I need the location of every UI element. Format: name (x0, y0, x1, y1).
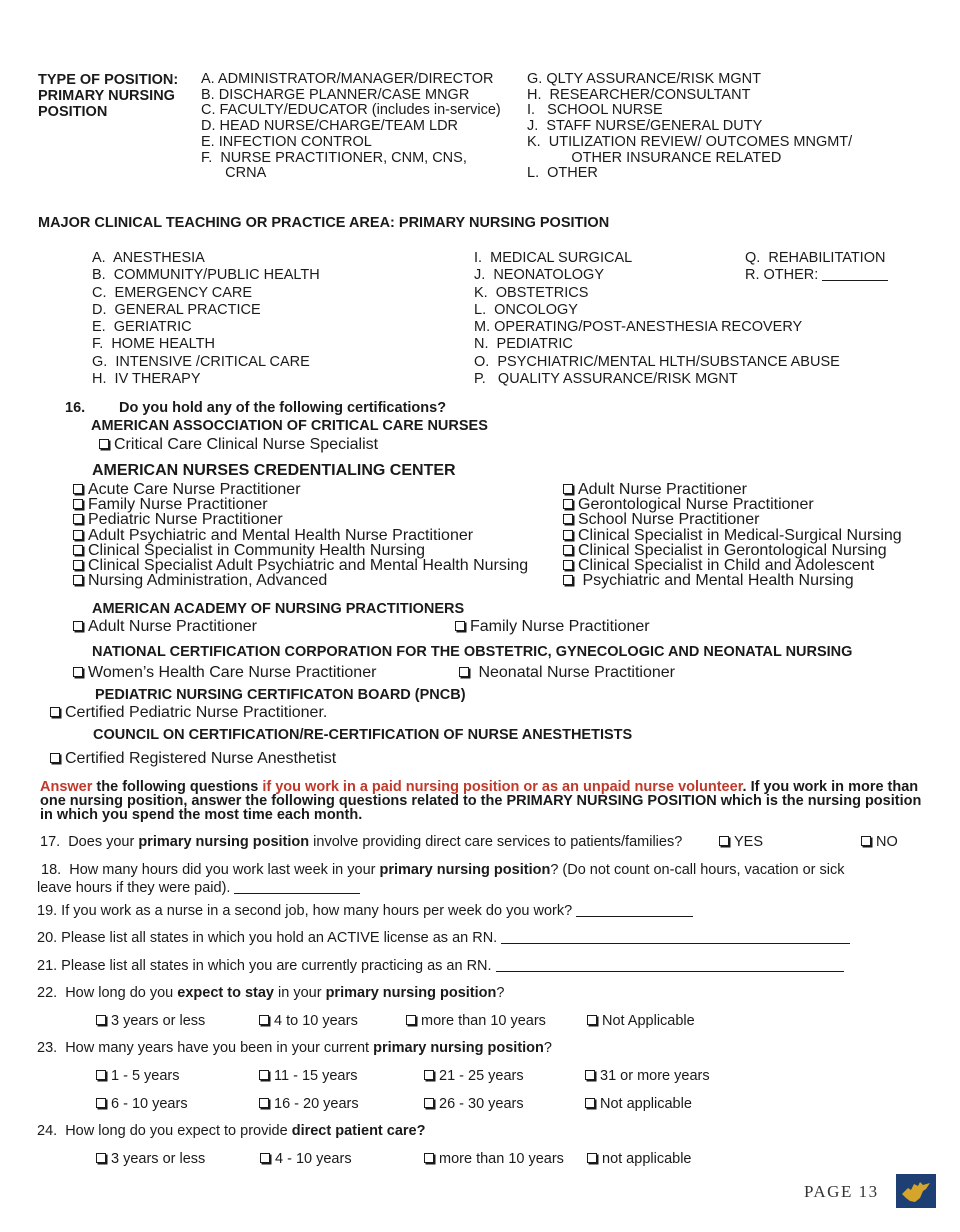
q23-option[interactable]: 1 - 5 years (96, 1068, 180, 1085)
checkbox-icon[interactable] (50, 707, 60, 717)
option-a: A. ADMINISTRATOR/MANAGER/DIRECTOR (201, 71, 494, 87)
q24-option[interactable]: 4 - 10 years (260, 1151, 352, 1168)
clinical-area-col2: I. MEDICAL SURGICAL J. NEONATOLOGY K. OBSTETRICS L. ONCOLOGY M. OPERATING/POST-ANESTHESIA RECOVERY N. PEDIATRIC O. PSYCHIATRIC/MENTAL HLTH/SUBSTANCE ABUSE P. QUALITY ASSURANCE/RISK MGNT (474, 250, 840, 388)
checkbox-icon[interactable] (73, 530, 83, 540)
q21-question: 21. Please list all states in which you are currently practicing as an RN. (37, 958, 844, 975)
option-c: C. FACULTY/EDUCATOR (includes in-service) (201, 102, 501, 119)
ancc-item[interactable]: Pediatric Nurse Practitioner (73, 512, 528, 527)
q22-option[interactable]: 3 years or less (96, 1013, 205, 1030)
checkbox-icon[interactable] (96, 1070, 106, 1080)
checkbox-icon[interactable] (406, 1015, 416, 1025)
ancc-item[interactable]: Nursing Administration, Advanced (73, 573, 528, 588)
checkbox-icon[interactable] (99, 439, 109, 449)
ancc-item[interactable]: Clinical Specialist in Community Health Nursing (73, 543, 528, 558)
checkbox-icon[interactable] (73, 484, 83, 494)
ancc-right-list (563, 482, 902, 588)
checkbox-icon[interactable] (73, 575, 83, 585)
q24-option[interactable]: more than 10 years (424, 1151, 564, 1168)
option-f-cont: CRNA (201, 165, 267, 182)
q16-number: 16. (65, 400, 86, 416)
q19-question: 19. If you work as a nurse in a second job, how many hours per week do you work? (37, 903, 693, 920)
q22-option[interactable]: 4 to 10 years (259, 1013, 358, 1030)
q22-question: 22. How long do you expect to stay in your primary nursing position? (37, 985, 505, 1001)
q23-option[interactable]: 16 - 20 years (259, 1096, 359, 1113)
ancc-item[interactable]: Gerontological Nurse Practitioner (563, 497, 902, 512)
checkbox-icon[interactable] (73, 621, 83, 631)
checkbox-icon[interactable] (585, 1070, 595, 1080)
checkbox-icon[interactable] (73, 667, 83, 677)
ncc-item[interactable]: Women’s Health Care Nurse Practitioner (73, 665, 376, 681)
checkbox-icon[interactable] (424, 1153, 434, 1163)
checkbox-icon[interactable] (563, 560, 573, 570)
q19-hours-field[interactable] (576, 904, 693, 917)
page-number: PAGE 13 (804, 1182, 879, 1201)
q24-question: 24. How long do you expect to provide direct patient care? (37, 1123, 426, 1139)
q23-option[interactable]: 6 - 10 years (96, 1096, 188, 1113)
ncc-item[interactable]: Neonatal Nurse Practitioner (459, 665, 675, 681)
ancc-item[interactable]: Clinical Specialist Adult Psychiatric and Mental Health Nursing (73, 558, 528, 573)
q20-question: 20. Please list all states in which you hold an ACTIVE license as an RN. (37, 930, 850, 947)
ancc-left-list (73, 482, 528, 588)
checkbox-icon[interactable] (73, 560, 83, 570)
checkbox-icon[interactable] (563, 530, 573, 540)
q24-option[interactable]: not applicable (587, 1151, 692, 1168)
q23-option[interactable]: 26 - 30 years (424, 1096, 524, 1113)
other-area-field[interactable] (822, 268, 888, 281)
q21-states-field[interactable] (496, 959, 844, 972)
option-g: G. QLTY ASSURANCE/RISK MGNT (527, 71, 761, 87)
option-j: J. STAFF NURSE/GENERAL DUTY (527, 118, 763, 135)
ancc-heading: AMERICAN NURSES CREDENTIALING CENTER (92, 462, 456, 479)
west-virginia-shape-icon (896, 1174, 936, 1208)
q22-option[interactable]: more than 10 years (406, 1013, 546, 1030)
position-type-label: TYPE OF POSITION: PRIMARY NURSING POSITION (38, 72, 179, 120)
option-d: D. HEAD NURSE/CHARGE/TEAM LDR (201, 118, 459, 135)
q24-option[interactable]: 3 years or less (96, 1151, 205, 1168)
option-e: E. INFECTION CONTROL (201, 133, 372, 150)
checkbox-icon[interactable] (260, 1153, 270, 1163)
aanp-item[interactable]: Adult Nurse Practitioner (73, 619, 257, 635)
checkbox-icon[interactable] (73, 545, 83, 555)
ncc-heading: NATIONAL CERTIFICATION CORPORATION FOR THE OBSTETRIC, GYNECOLOGIC AND NEONATAL NURSING (92, 644, 853, 660)
checkbox-icon[interactable] (861, 836, 871, 846)
checkbox-icon[interactable] (50, 753, 60, 763)
checkbox-icon[interactable] (73, 514, 83, 524)
ancc-item[interactable]: Adult Nurse Practitioner (563, 482, 902, 497)
position-type-options-right (527, 72, 852, 182)
ancc-item[interactable]: Clinical Specialist in Gerontological Nursing (563, 543, 902, 558)
q22-option[interactable]: Not Applicable (587, 1013, 695, 1030)
ancc-item[interactable]: Clinical Specialist in Child and Adolescent (563, 558, 902, 573)
checkbox-icon[interactable] (259, 1070, 269, 1080)
checkbox-icon[interactable] (563, 575, 573, 585)
q17-no-option[interactable]: NO (861, 834, 898, 851)
option-f: F. NURSE PRACTITIONER, CNM, CNS, (201, 149, 467, 166)
option-b: B. DISCHARGE PLANNER/CASE MNGR (201, 86, 470, 103)
aanp-item[interactable]: Family Nurse Practitioner (455, 619, 650, 635)
q18-question-cont: leave hours if they were paid). (37, 880, 360, 897)
checkbox-icon[interactable] (96, 1153, 106, 1163)
council-item[interactable]: Certified Registered Nurse Anesthetist (50, 751, 336, 767)
option-h: H. RESEARCHER/CONSULTANT (527, 86, 751, 103)
checkbox-icon[interactable] (563, 545, 573, 555)
q16-question: Do you hold any of the following certifications? (119, 400, 447, 416)
aacn-item[interactable]: Critical Care Clinical Nurse Specialist (99, 437, 378, 453)
q18-question: 18. How many hours did you work last week in your primary nursing position? (Do not count on-call hours, vacation or sick (37, 862, 845, 878)
ancc-item[interactable]: Adult Psychiatric and Mental Health Nurse Practitioner (73, 528, 528, 543)
checkbox-icon[interactable] (73, 499, 83, 509)
ancc-item[interactable]: School Nurse Practitioner (563, 512, 902, 527)
clinical-area-heading: MAJOR CLINICAL TEACHING OR PRACTICE AREA: PRIMARY NURSING POSITION (38, 215, 610, 231)
q17-question: 17. Does your primary nursing position involve providing direct care services to patients/families? (40, 834, 683, 850)
checkbox-icon[interactable] (563, 484, 573, 494)
option-k: K. UTILIZATION REVIEW/ OUTCOMES MNGMT/ (527, 133, 853, 150)
q17-yes-option[interactable]: YES (719, 834, 763, 851)
q23-option[interactable]: 31 or more years (585, 1068, 710, 1085)
q23-option[interactable]: 11 - 15 years (259, 1068, 358, 1085)
aanp-heading: AMERICAN ACADEMY OF NURSING PRACTITIONERS (92, 601, 465, 617)
option-l: L. OTHER (527, 165, 598, 182)
q23-question: 23. How many years have you been in your current primary nursing position? (37, 1040, 552, 1056)
instructions: Answer the following questions if you work in a paid nursing position or as an unpaid nurse volunteer. If you work in more than one nursing position, answer the following questions related to the PRIMARY NURSING POSITION which is the nursing position in which you spend the most time each month. (40, 779, 922, 823)
checkbox-icon[interactable] (459, 667, 469, 677)
checkbox-icon[interactable] (587, 1015, 597, 1025)
q18-hours-field[interactable] (234, 881, 360, 894)
clinical-area-col3: Q. REHABILITATION R. OTHER: (745, 250, 888, 285)
checkbox-icon[interactable] (259, 1015, 269, 1025)
option-k-cont: OTHER INSURANCE RELATED (527, 149, 782, 166)
checkbox-icon[interactable] (424, 1098, 434, 1108)
ancc-item[interactable]: Clinical Specialist in Medical-Surgical Nursing (563, 528, 902, 543)
q23-option[interactable]: Not applicable (585, 1096, 692, 1113)
checkbox-icon[interactable] (719, 836, 729, 846)
q23-option[interactable]: 21 - 25 years (424, 1068, 524, 1085)
checkbox-icon[interactable] (563, 499, 573, 509)
clinical-area-col1: A. ANESTHESIA B. COMMUNITY/PUBLIC HEALTH C. EMERGENCY CARE D. GENERAL PRACTICE E. GERIATRIC F. HOME HEALTH G. INTENSIVE /CRITICAL CARE H. IV THERAPY (92, 250, 320, 388)
ancc-item[interactable]: Psychiatric and Mental Health Nursing (563, 573, 902, 588)
option-i: I. SCHOOL NURSE (527, 102, 663, 119)
aacn-heading: AMERICAN ASSOCCIATION OF CRITICAL CARE NURSES (91, 418, 488, 434)
council-heading: COUNCIL ON CERTIFICATION/RE-CERTIFICATION OF NURSE ANESTHETISTS (93, 727, 633, 743)
position-type-options-left (201, 72, 501, 182)
checkbox-icon[interactable] (563, 514, 573, 524)
pncb-item[interactable]: Certified Pediatric Nurse Practitioner. (50, 705, 327, 721)
ancc-item[interactable]: Family Nurse Practitioner (73, 497, 528, 512)
state-logo-icon (896, 1174, 936, 1208)
checkbox-icon[interactable] (96, 1015, 106, 1025)
checkbox-icon[interactable] (259, 1098, 269, 1108)
checkbox-icon[interactable] (585, 1098, 595, 1108)
checkbox-icon[interactable] (587, 1153, 597, 1163)
q20-states-field[interactable] (501, 931, 850, 944)
pncb-heading: PEDIATRIC NURSING CERTIFICATON BOARD (PNCB) (95, 687, 466, 703)
checkbox-icon[interactable] (455, 621, 465, 631)
checkbox-icon[interactable] (424, 1070, 434, 1080)
checkbox-icon[interactable] (96, 1098, 106, 1108)
ancc-item[interactable]: Acute Care Nurse Practitioner (73, 482, 528, 497)
